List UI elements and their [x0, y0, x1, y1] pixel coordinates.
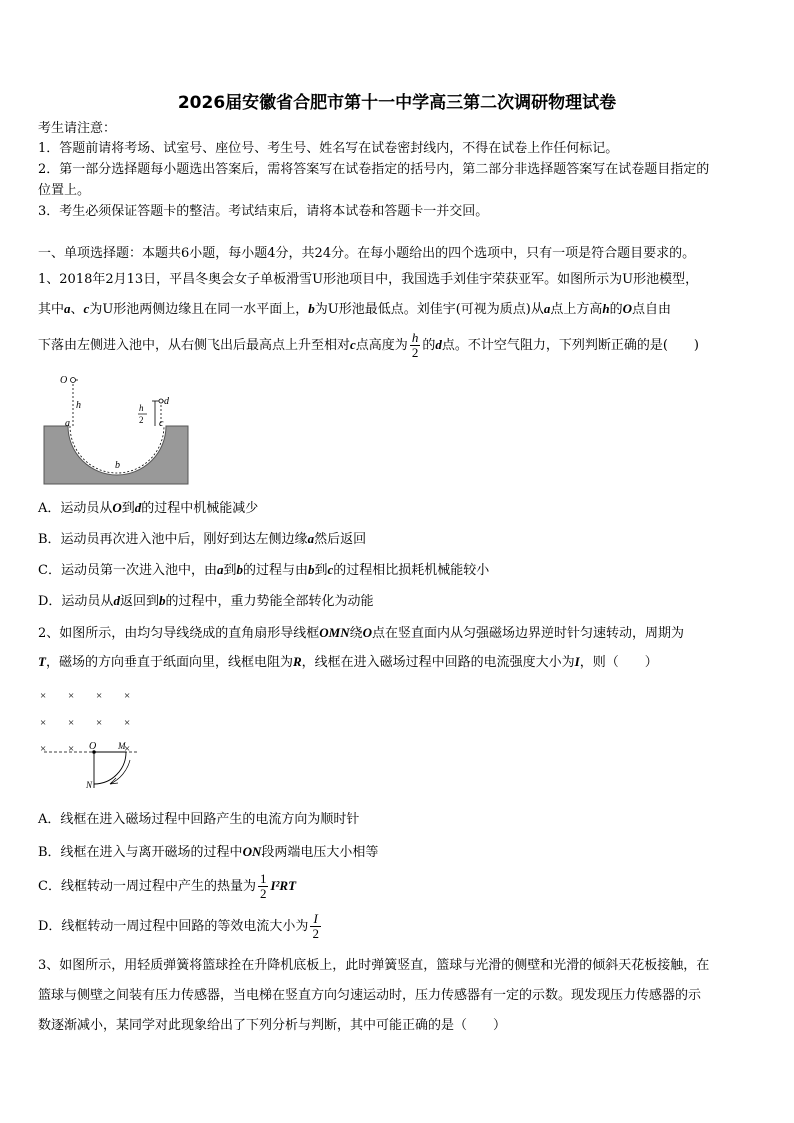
notice-item-2-cont: 位置上。 — [38, 183, 91, 198]
label-O: O — [60, 375, 68, 386]
q2-stem-line-1: 2、如图所示，由均匀导线绕成的直角扇形导线框OMN绕O点在竖直面内从匀强磁场边界逆时针匀速转动，周期为 — [38, 625, 685, 641]
q2-option-b: B．线框在进入与离开磁场的过程中ON段两端电压大小相等 — [38, 844, 379, 860]
label-M: M — [118, 741, 126, 751]
q1-stem-line-3: 下落由左侧进入池中，从右侧飞出后最高点上升至相对c点高度为 $\frac{h}{2}$ 的d点。不计空气阻力，下列判断正确的是( ) — [38, 330, 699, 360]
q2-option-c: C．线框转动一周过程中产生的热量为 $\frac{1}{2}$ I²RT — [38, 871, 297, 901]
svg-text:×: × — [124, 743, 131, 755]
label-c: c — [159, 418, 164, 429]
q1-option-a: A．运动员从O到d的过程中机械能减少 — [38, 500, 259, 516]
svg-text:×: × — [96, 717, 103, 729]
svg-text:×: × — [124, 717, 131, 729]
notice-item-2: 2．第一部分选择题每小题选出答案后，需将答案写在试卷指定的括号内，第二部分非选择题答案写在试卷题目指定的 — [38, 162, 710, 177]
q2-option-a: A．线框在进入磁场过程中回路产生的电流方向为顺时针 — [38, 812, 360, 827]
half-h-fraction: $\frac{h}{2}$ — [411, 330, 419, 360]
label-h: h — [76, 400, 81, 411]
svg-text:×: × — [68, 690, 75, 702]
svg-text:×: × — [124, 690, 131, 702]
i-over-2-fraction: $\frac{I}{2}$ — [312, 911, 319, 941]
label-O: O — [89, 741, 97, 752]
label-a: a — [65, 418, 70, 429]
svg-text:×: × — [40, 717, 47, 729]
magnetic-field-diagram — [38, 682, 148, 792]
label-half-h-den: 2 — [139, 415, 144, 425]
svg-text:×: × — [68, 717, 75, 729]
notice-item-1: 1．答题前请将考场、试室号、座位号、考生号、姓名写在试卷密封线内，不得在试卷上作任何标记。 — [38, 141, 619, 156]
notice-heading: 考生请注意： — [38, 121, 117, 136]
q3-stem-line-3: 数逐渐减小，某同学对此现象给出了下列分析与判断，其中可能正确的是（ ） — [38, 1018, 507, 1033]
q2-stem-line-2: T，磁场的方向垂直于纸面向里，线框电阻为R，线框在进入磁场过程中回路的电流强度大小为I，则（ ） — [38, 654, 658, 670]
one-half-fraction: $\frac{1}{2}$ — [259, 871, 267, 901]
label-N: N — [86, 780, 93, 790]
q3-stem-line-2: 篮球与侧壁之间装有压力传感器，当电梯在竖直方向匀速运动时，压力传感器有一定的示数。现发现压力传感器的示 — [38, 988, 702, 1003]
q2-option-d: D．线框转动一周过程中回路的等效电流大小为 $\frac{I}{2}$ — [38, 911, 319, 941]
label-half-h-num: h — [139, 403, 144, 413]
svg-text:×: × — [40, 743, 47, 755]
field-crosses — [40, 690, 130, 755]
q3-stem-line-1: 3、如图所示，用轻质弹簧将篮球拴在升降机底板上，此时弹簧竖直，篮球与光滑的侧壁和光滑的倾斜天花板接触，在 — [38, 958, 710, 973]
q1-stem-line-1: 1、2018年2月13日，平昌冬奥会女子单板滑雪U形池项目中，我国选手刘佳宇荣获亚军。如图所示为U形池模型， — [38, 272, 699, 287]
svg-text:×: × — [68, 743, 75, 755]
q1-stem-line-2: 其中a、c为U形池两侧边缘且在同一水平面上，b为U形池最低点。刘佳宇(可视为质点)从a点上方高h的O点自由 — [38, 301, 672, 317]
label-b: b — [115, 460, 120, 471]
u-pool-diagram — [40, 368, 200, 488]
q1-option-d: D．运动员从d返回到b的过程中，重力势能全部转化为动能 — [38, 593, 374, 609]
notice-item-3: 3．考生必须保证答题卡的整洁。考试结束后，请将本试卷和答题卡一并交回。 — [38, 204, 489, 219]
q1-option-b: B．运动员再次进入池中后，刚好到达左侧边缘a然后返回 — [38, 531, 367, 547]
label-d: d — [164, 396, 169, 407]
page-title: 2026届安徽省合肥市第十一中学高三第二次调研物理试卷 — [177, 93, 617, 113]
svg-text:×: × — [96, 690, 103, 702]
q1-option-c: C．运动员第一次进入池中，由a到b的过程与由b到c的过程相比损耗机械能较小 — [38, 562, 490, 578]
section-heading: 一、单项选择题：本题共6小题，每小题4分，共24分。在每小题给出的四个选项中，只有一项是符合题目要求的。 — [38, 246, 696, 261]
svg-text:×: × — [40, 690, 47, 702]
